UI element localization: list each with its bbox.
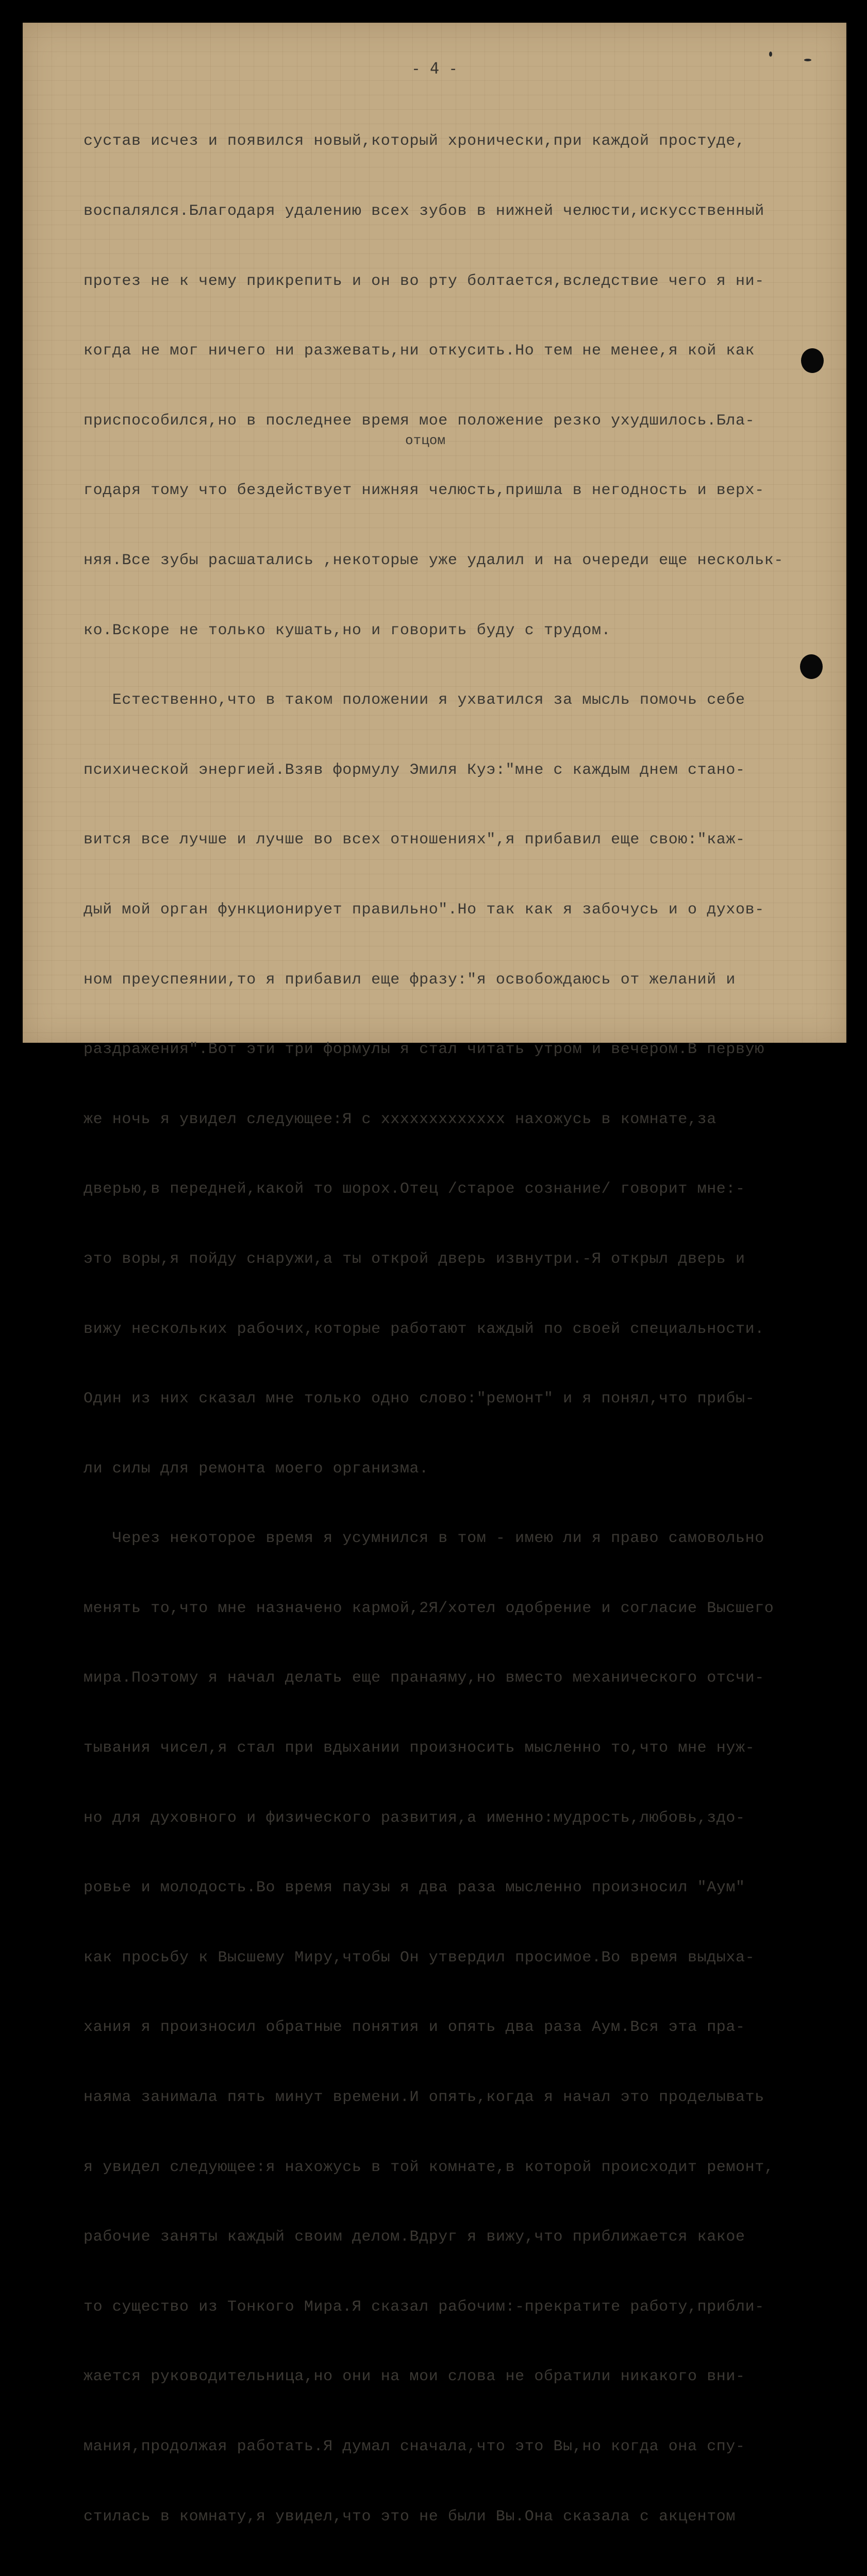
text-line-29: наяма занимала пять минут времени.И опять,когда я начал это проделывать xyxy=(84,2089,764,2107)
typed-text-body xyxy=(84,83,836,2576)
text-line-18: вижу нескольких рабочих,которые работают каждый по своей специальности. xyxy=(84,1320,764,1338)
typewritten-page xyxy=(23,23,846,2526)
text-line-9: Естественно,что в таком положении я ухватился за мысль помочь себе xyxy=(84,691,745,709)
text-line-14: раздражения".Вот эти три формулы я стал читать утром и вечером.В первую xyxy=(84,1041,764,1059)
text-line-2: воспалялся.Благодаря удалению всех зубов в нижней челюсти,искусственный xyxy=(84,202,764,220)
text-line-35: стилась в комнату,я увидел,что это не были Вы.Она сказала с акцентом xyxy=(84,2507,736,2526)
text-line-6: годаря тому что бездействует нижняя челюсть,пришла в негодность и верх- xyxy=(84,482,764,500)
text-line-3: протез не к чему прикрепить и он во рту болтается,вследствие чего я ни- xyxy=(84,272,764,290)
text-line-34: мания,продолжая работать.Я думал сначала,что это Вы,но когда она спу- xyxy=(84,2438,745,2455)
paper-speck xyxy=(804,59,811,61)
text-line-7: няя.Все зубы расшатались ,некоторые уже удалил и на очереди еще нескольк- xyxy=(84,551,784,569)
text-line-24: тывания чисел,я стал при вдыхании произносить мысленно то,что мне нуж- xyxy=(84,1739,755,1757)
text-line-28: хания я произносил обратные понятия и опять два раза Аум.Вся эта пра- xyxy=(84,2019,745,2037)
text-line-17: это воры,я пойду снаружи,а ты открой дверь извнутри.-Я открыл дверь и xyxy=(84,1250,745,1268)
text-line-25: но для духовного и физического развития,а именно:мудрость,любовь,здо- xyxy=(84,1809,745,1827)
text-line-27: как просьбу к Высшему Миру,чтобы Он утвердил просимое.Во время выдыха- xyxy=(84,1948,755,1967)
text-line-31: рабочие заняты каждый своим делом.Вдруг я вижу,что приближается какое xyxy=(84,2228,745,2246)
text-line-30: я увидел следующее:я нахожусь в той комнате,в которой происходит ремонт, xyxy=(84,2158,774,2176)
punch-hole-top xyxy=(801,348,824,373)
text-line-32: то существо из Тонкого Мира.Я сказал рабочим:-прекратите работу,прибли- xyxy=(84,2298,764,2316)
paper-speck xyxy=(769,52,772,57)
text-line-4: когда не мог ничего ни разжевать,ни откусить.Но тем не менее,я кой как xyxy=(84,342,755,360)
text-line-33: жается руководительница,но они на мои слова не обратили никакого вни- xyxy=(84,2368,745,2386)
page-number: - 4 - xyxy=(411,60,458,78)
text-line-16: дверью,в передней,какой то шорох.Отец /старое сознание/ говорит мне:- xyxy=(84,1180,745,1198)
text-line-15: же ночь я увидел следующее:Я с xxxxxxxxxxxxx нахожусь в комнате,за xyxy=(84,1110,716,1128)
text-line-8: ко.Вскоре не только кушать,но и говорить буду с трудом. xyxy=(84,621,611,639)
text-line-12: дый мой орган функционирует правильно".Но так как я забочусь и о духов- xyxy=(84,901,764,919)
text-line-23: мира.Поэтому я начал делать еще пранаяму,но вместо механического отсчи- xyxy=(84,1669,764,1687)
interlinear-correction: отцом xyxy=(405,433,446,448)
text-line-21: Через некоторое время я усумнился в том - имею ли я право самовольно xyxy=(84,1530,764,1548)
text-line-10: психической энергией.Взяв формулу Эмиля Куэ:"мне с каждым днем стано- xyxy=(84,761,745,779)
text-line-22: менять то,что мне назначено кармой,2Я/хотел одобрение и согласие Высшего xyxy=(84,1599,774,1617)
text-line-5: приспособился,но в последнее время мое положение резко ухудшилось.Бла- xyxy=(84,412,755,430)
punch-hole-bottom xyxy=(800,654,823,679)
text-line-20: ли силы для ремонта моего организма. xyxy=(84,1460,429,1478)
text-line-26: ровье и молодость.Во время паузы я два раза мысленно произносил "Аум" xyxy=(84,1879,745,1897)
text-line-13: ном преуспеянии,то я прибавил еще фразу:"я освобождаюсь от желаний и xyxy=(84,971,736,989)
text-line-19: Один из них сказал мне только одно слово:"ремонт" и я понял,что прибы- xyxy=(84,1390,755,1408)
text-line-11: вится все лучше и лучше во всех отношениях",я прибавил еще свою:"каж- xyxy=(84,831,745,849)
text-line-1: сустав исчез и появился новый,который хронически,при каждой простуде, xyxy=(84,132,745,150)
